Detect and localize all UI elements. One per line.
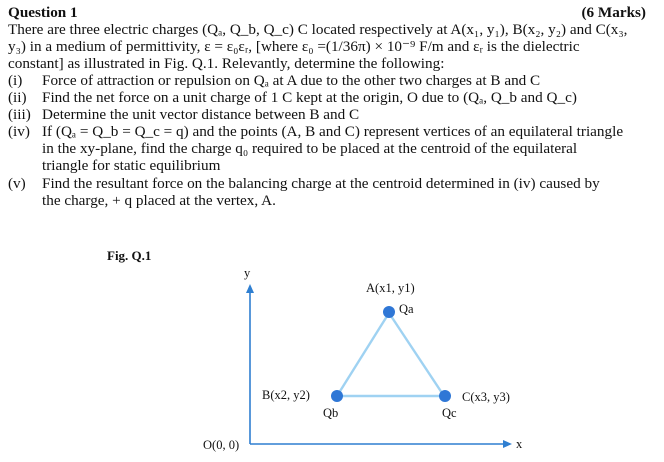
item-text: triangle for static equilibrium bbox=[42, 157, 221, 174]
item-number: (ii) bbox=[8, 89, 27, 106]
origin-label: O(0, 0) bbox=[203, 438, 240, 452]
intro-line-1: There are three electric charges (Qₐ, Q_b, Q_c) C located respectively at A(x₁, y₁), B(x₂, y₂) and C(x₃, bbox=[8, 21, 628, 38]
item-number: (iv) bbox=[8, 123, 30, 140]
item-number: (iii) bbox=[8, 106, 31, 123]
x-axis-label: x bbox=[516, 437, 523, 451]
charge-a-dot bbox=[383, 306, 395, 318]
charge-b-label: Qb bbox=[323, 406, 339, 420]
charge-a-label: Qa bbox=[399, 302, 414, 316]
item-text: Force of attraction or repulsion on Qₐ at A due to the other two charges at B and C bbox=[42, 72, 541, 89]
triangle-side-ab bbox=[337, 313, 389, 396]
charge-c-label: Qc bbox=[442, 406, 457, 420]
item-number: (v) bbox=[8, 175, 26, 192]
intro-line-2: y₃) in a medium of permittivity, ε = ε₀εᵣ, [where ε₀ =(1/36π) × 10⁻⁹ F/m and εᵣ is the dielectric bbox=[8, 38, 580, 55]
charge-b-dot bbox=[331, 390, 343, 402]
x-axis-arrow-icon bbox=[503, 440, 512, 448]
triangle-side-ac bbox=[389, 313, 444, 396]
item-number: (i) bbox=[8, 72, 23, 89]
point-c-label: C(x3, y3) bbox=[462, 390, 510, 404]
y-axis-label: y bbox=[244, 266, 251, 280]
item-text: Determine the unit vector distance between B and C bbox=[42, 106, 360, 123]
item-text: Find the net force on a unit charge of 1 C kept at the origin, O due to (Qₐ, Q_b and Q_c) bbox=[42, 89, 577, 106]
point-b-label: B(x2, y2) bbox=[262, 388, 310, 402]
charge-c-dot bbox=[439, 390, 451, 402]
question-marks: (6 Marks) bbox=[581, 4, 646, 21]
item-text: Find the resultant force on the balancing charge at the centroid determined in (iv) caused by bbox=[42, 175, 600, 192]
item-text: If (Qₐ = Q_b = Q_c = q) and the points (A, B and C) represent vertices of an equilateral triangle bbox=[42, 123, 624, 140]
item-text: in the xy-plane, find the charge q₀ required to be placed at the centroid of the equilateral bbox=[42, 140, 578, 157]
figure-label: Fig. Q.1 bbox=[107, 248, 152, 263]
y-axis-arrow-icon bbox=[246, 284, 254, 293]
point-a-label: A(x1, y1) bbox=[366, 281, 415, 295]
item-text: the charge, + q placed at the vertex, A. bbox=[42, 192, 276, 209]
question-title: Question 1 bbox=[8, 4, 78, 21]
intro-line-3: constant] as illustrated in Fig. Q.1. Relevantly, determine the following: bbox=[8, 55, 445, 72]
